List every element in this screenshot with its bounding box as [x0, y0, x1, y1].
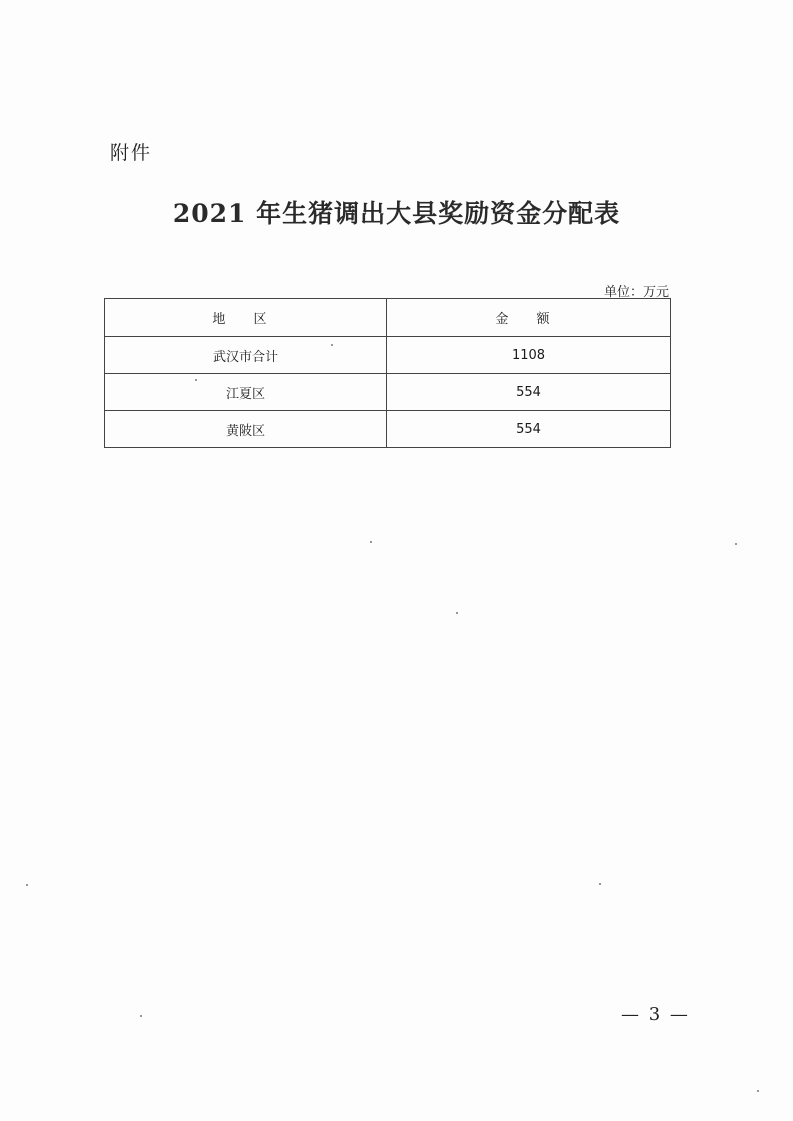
table-row	[105, 337, 671, 374]
scan-speck	[456, 612, 458, 614]
scan-speck	[140, 1015, 142, 1017]
scan-speck	[195, 379, 197, 381]
scan-speck	[26, 884, 28, 886]
scan-speck	[757, 1090, 759, 1092]
table-row	[105, 374, 671, 411]
scan-speck	[370, 541, 372, 543]
region-cell: 武汉市合计	[105, 337, 387, 374]
unit-note: 单位：万元	[603, 285, 669, 300]
page-number: — 3 —	[621, 1004, 690, 1025]
header-region: 地 区	[105, 299, 387, 337]
amount-cell: 554	[387, 374, 671, 411]
amount-cell: 1108	[387, 337, 671, 374]
header-amount: 金 额	[387, 299, 671, 337]
amount-cell: 554	[387, 411, 671, 448]
table-row	[105, 411, 671, 448]
scan-speck	[599, 883, 601, 885]
region-cell: 江夏区	[105, 374, 387, 411]
attachment-label: 附件	[110, 142, 153, 164]
allocation-table	[104, 298, 671, 448]
scan-speck	[735, 543, 737, 545]
scan-speck	[331, 344, 333, 346]
table-header-row	[105, 299, 671, 337]
region-cell: 黄陂区	[105, 411, 387, 448]
document-title: 2021 年生猪调出大县奖励资金分配表	[172, 199, 621, 228]
